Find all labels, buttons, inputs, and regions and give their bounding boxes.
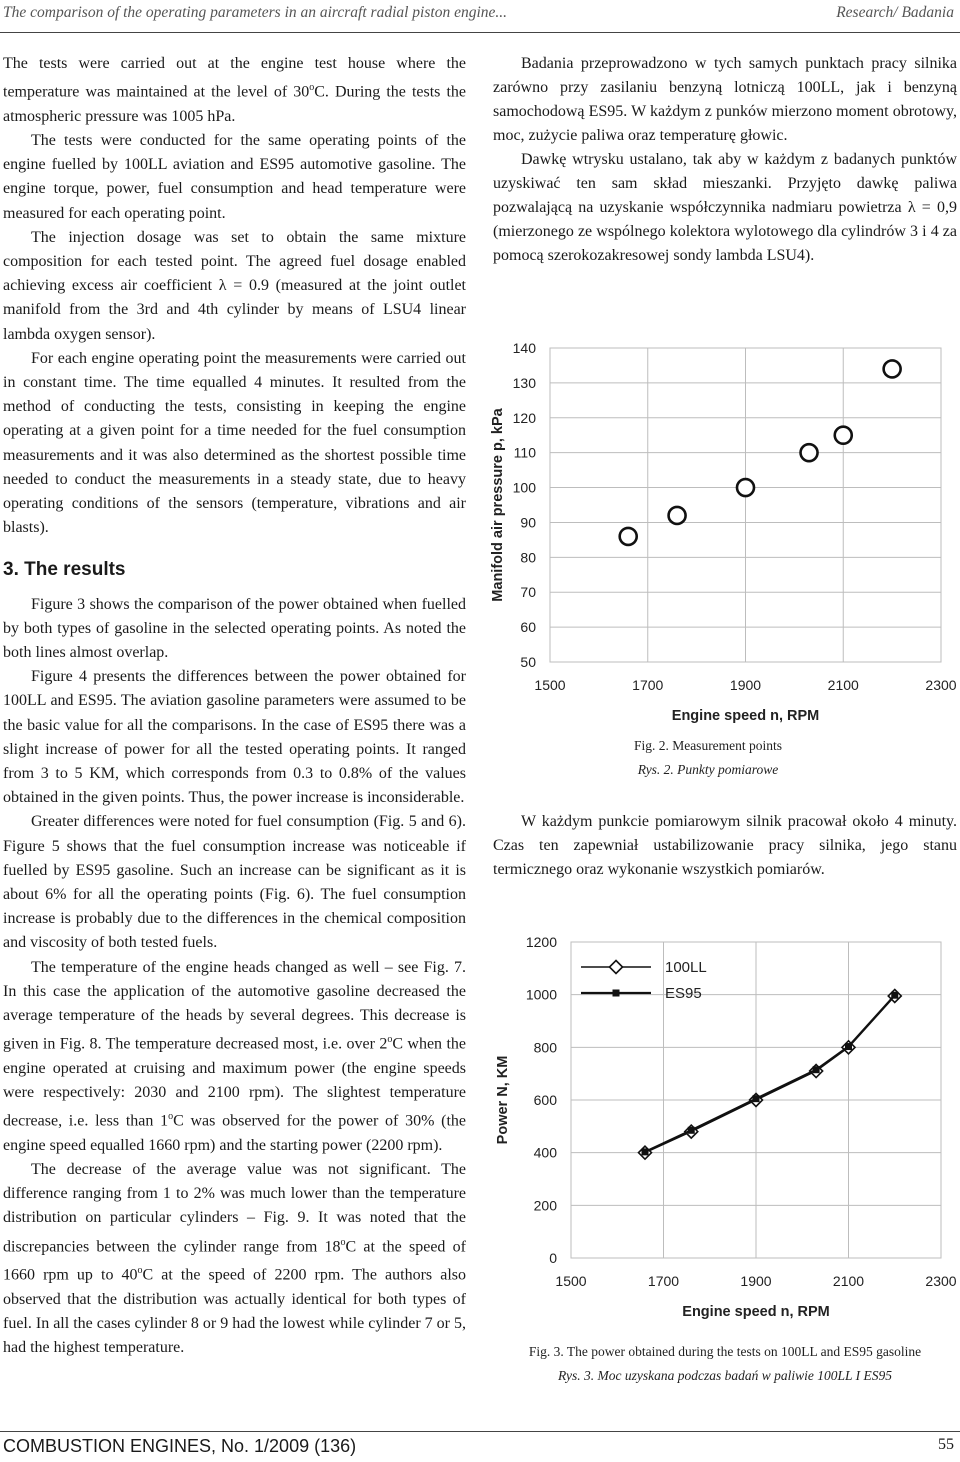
y-tick-label: 100 xyxy=(512,479,536,496)
legend-label: ES95 xyxy=(665,985,702,1002)
paragraph: The temperature of the engine heads changed as well – see Fig. 7. In this case the application of the automotive gasoline decreased the average temperature of the heads by several degrees. This decrease is given in Fig. 8. The temperature decreased most, i.e. over 2$^o$C when the engine operated at cruising and maximum power (the engine speeds were respectively: 2030 and 2100 rpm). The slightest temperature decrease, i.e. less than 1$^o$C was observed for the power of 30% (the engine speed equalled 1660 rpm) and the starting power (2200 rpm). xyxy=(3,958,466,1154)
data-point-ES95 xyxy=(688,1127,695,1134)
data-point-ES95 xyxy=(891,992,898,999)
right-column-top xyxy=(493,52,957,268)
y-tick-label: 800 xyxy=(533,1039,557,1056)
y-tick-label: 400 xyxy=(533,1144,557,1161)
y-tick-label: 1200 xyxy=(525,934,557,950)
x-axis-title: Engine speed n, RPM xyxy=(682,1304,830,1320)
chart-power xyxy=(485,928,957,1333)
paragraph: For each engine operating point the measurements were carried out in constant time. The time equalled 4 minutes. It resulted from the method of conducting the tests, consisting in keeping the engine operating at a given point for a time needed for the fuel consumption measurements and it was also determined as the shortest possible time needed to conduct the measurements in a steady state, due to heavy operating conditions of the sensors (temperature, vibrations and air blasts). xyxy=(3,349,466,537)
fig2-caption-en: Fig. 2. Measurement points xyxy=(633,738,783,753)
header-title: The comparison of the operating parameters in an aircraft radial piston engine... xyxy=(3,4,508,21)
left-column xyxy=(3,52,466,1360)
y-tick-label: 1000 xyxy=(525,986,557,1003)
data-point xyxy=(669,507,686,524)
data-point xyxy=(737,479,754,496)
paragraph: The tests were conducted for the same operating points of the engine fuelled by 100LL aviation and ES95 automotive gasoline. The engine torque, power, fuel consumption and head temperature were measured for each operating point. xyxy=(3,131,466,222)
header-rule xyxy=(0,32,960,33)
header-section: Research/ Badania xyxy=(836,4,954,21)
paragraph: W każdym punkcie pomiarowym silnik pracował około 4 minuty. Czas ten zapewniał ustabilizowanie pracy silnika, jego stanu termicznego oraz wykonanie wszystkich pomiarów. xyxy=(493,813,957,878)
x-tick-label: 1700 xyxy=(647,1273,680,1289)
legend-marker xyxy=(613,990,620,997)
paragraph: Dawkę wtrysku ustalano, tak aby w każdym z badanych punktów uzyskiwać ten sam skład mieszanki. Przyjęto dawkę paliwa pozwalającą na uzyskanie współczynnika nadmiaru powietrza λ = 0,9 (mierzonego ze wspólnego kolektora wylotowego dla cylindrów 3 i 4 za pomocą szerokozakresowej sondy lambda LSU4). xyxy=(493,151,957,264)
y-tick-label: 70 xyxy=(520,584,536,601)
y-axis-title: Manifold air pressure p, kPa xyxy=(490,408,506,602)
data-point-ES95 xyxy=(845,1043,852,1050)
paragraph: Badania przeprowadzono w tych samych punktach pracy silnika zarówno przy zasilaniu benzyną lotniczą 100LL, jak i benzyną samochodową ES95. W każdym z punków mierzono moment obrotowy, moc, zużycie paliwa oraz temperaturę głowic. xyxy=(493,55,957,144)
y-tick-label: 110 xyxy=(513,444,536,461)
y-axis-title: Power N, KM xyxy=(495,1055,511,1145)
section-heading: 3. The results xyxy=(3,559,126,581)
paragraph: The decrease of the average value was not significant. The difference ranging from 1 to 2% was much lower than the temperature distribution on particular cylinders – Fig. 9. It was noted that the discrepancies between the cylinder range from 18$^o$C at the speed of 1660 rpm up to 40$^o$C at the speed of 2200 rpm. The authors also observed that the distribution was actually identical for both types of fuel. In all the cases cylinder 8 or 9 had the lowest while cylinder 7 or 5, had the highest temperature. xyxy=(3,1160,466,1356)
y-tick-label: 60 xyxy=(520,619,536,636)
x-tick-label: 2300 xyxy=(925,677,957,693)
footer-rule xyxy=(0,1431,960,1432)
x-tick-label: 1500 xyxy=(534,677,566,693)
y-tick-label: 130 xyxy=(512,374,536,391)
fig3-caption-en: Fig. 3. The power obtained during the tests on 100LL and ES95 gasoline xyxy=(528,1344,922,1359)
x-tick-label: 2100 xyxy=(832,1273,865,1289)
data-point-ES95 xyxy=(753,1095,760,1102)
page-number: 55 xyxy=(938,1436,954,1453)
figure-3 xyxy=(485,928,957,1333)
y-tick-label: 140 xyxy=(512,340,536,356)
paragraph: Greater differences were noted for fuel consumption (Fig. 5 and 6). Figure 5 shows that the fuel consumption increase was noticeable if fuelled by ES95 gasoline. Such an increase can be significant as it is about 6% for all the operating points (Fig. 6). The fuel consumption increase is probably due to the differences in the chemical composition and viscosity of both tested fuels. xyxy=(3,813,466,952)
y-tick-label: 90 xyxy=(520,514,536,531)
fig3-caption-pl: Rys. 3. Moc uzyskana podczas badań w paliwie 100LL I ES95 xyxy=(558,1368,892,1383)
y-tick-label: 600 xyxy=(533,1092,557,1108)
y-tick-label: 0 xyxy=(549,1250,557,1266)
right-column-middle xyxy=(493,810,957,882)
x-tick-label: 2300 xyxy=(925,1273,957,1289)
fig2-caption-pl: Rys. 2. Punkty pomiarowe xyxy=(637,762,779,777)
x-tick-label: 1900 xyxy=(740,1273,772,1289)
x-axis-title: Engine speed n, RPM xyxy=(671,708,820,724)
x-tick-label: 1900 xyxy=(729,677,762,693)
figure-2 xyxy=(485,335,957,730)
y-tick-label: 120 xyxy=(512,409,536,426)
data-point xyxy=(801,444,818,461)
paragraph: Figure 4 presents the differences between the power obtained for 100LL and ES95. The aviation gasoline parameters were assumed to be the basic value for all the comparisons. In the case of ES95 there was a slight increase of power for all the tested operating points. It ranged from 3 to 5 KM, which corresponds from 0.3 to 0.8% of the values obtained in the given points. Thus, the power increase is inconsiderable. xyxy=(3,668,466,807)
running-header xyxy=(0,0,960,26)
x-tick-label: 1700 xyxy=(632,677,664,693)
data-point xyxy=(620,528,637,545)
y-tick-label: 80 xyxy=(520,549,536,566)
x-tick-label: 2100 xyxy=(827,677,859,693)
data-point xyxy=(835,427,852,444)
journal-name: COMBUSTION ENGINES, No. 1/2009 (136) xyxy=(3,1436,357,1456)
y-tick-label: 200 xyxy=(533,1197,557,1214)
paragraph: Figure 3 shows the comparison of the power obtained when fuelled by both types of gasoline in the selected operating points. As noted the both lines almost overlap. xyxy=(3,595,466,661)
paragraph: The tests were carried out at the engine test house where the temperature was maintained at the level of 30$^o$C. During the tests the atmospheric pressure was 1005 hPa. xyxy=(3,55,466,125)
chart-measurement-points xyxy=(485,335,957,730)
data-point-ES95 xyxy=(813,1066,820,1073)
x-tick-label: 1500 xyxy=(555,1273,587,1289)
paragraph: The injection dosage was set to obtain the same mixture composition for each tested point. The agreed fuel dosage enabled achieving excess air coefficient λ = 0.9 (measured at the joint outlet manifold from the 3rd and 4th cylinder by means of LSU4 linear lambda oxygen sensor). xyxy=(3,228,466,343)
data-point-ES95 xyxy=(642,1148,649,1155)
y-tick-label: 50 xyxy=(520,654,536,670)
legend-label: 100LL xyxy=(665,959,707,976)
data-point xyxy=(884,360,901,377)
